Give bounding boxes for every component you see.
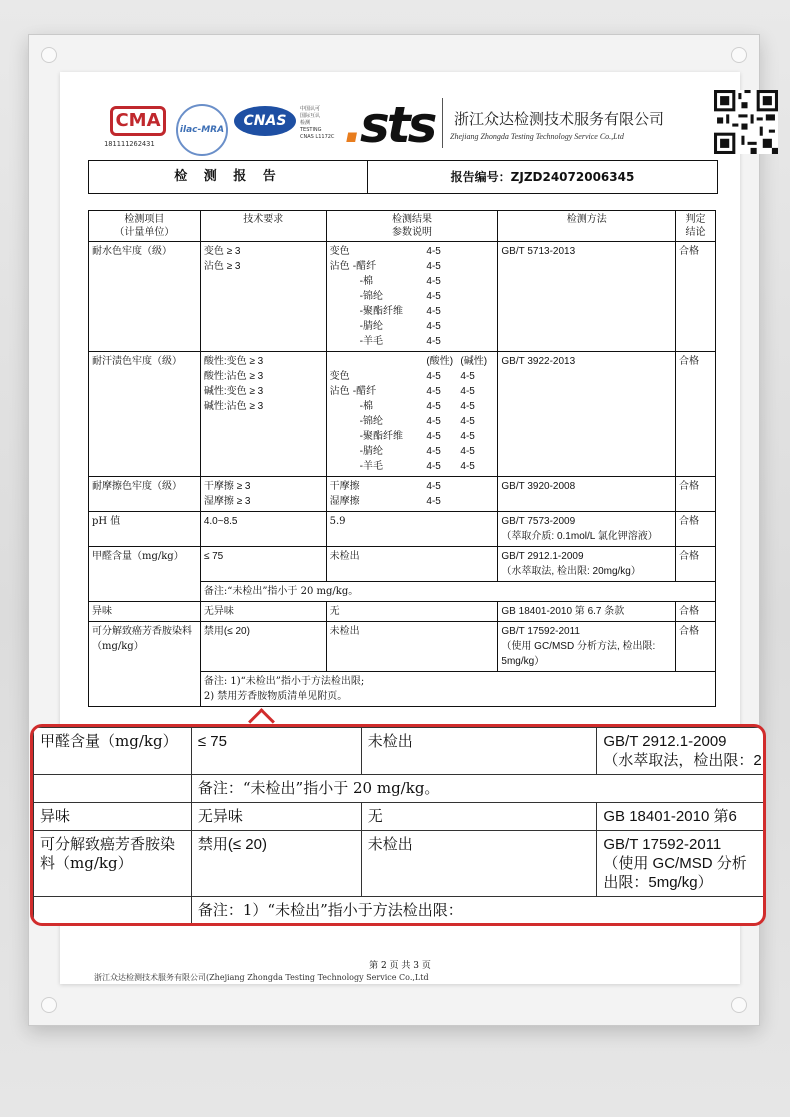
result-cell: 4-5 (460, 431, 475, 442)
result-cell (460, 549, 494, 564)
company-name-cn: 浙江众达检测技术服务有限公司 (454, 110, 665, 128)
test-item: 异味 (89, 602, 201, 622)
result-cell: 4-5 (460, 386, 475, 397)
result-cell: -羊毛 (359, 461, 383, 472)
result-cell (426, 549, 460, 564)
result-cell: 4-5 (426, 401, 441, 412)
result-cell (460, 244, 494, 259)
result-cell: 4-5 (426, 291, 441, 302)
result-cell: (碱性) (460, 356, 488, 367)
test-item: 可分解致癌芳香胺染料（mg/kg） (89, 622, 201, 707)
result-cell: 4-5 (426, 481, 441, 492)
report-title-bar (88, 160, 718, 194)
zoom-callout (30, 724, 766, 926)
result-cell (426, 624, 460, 639)
result-cell (460, 479, 494, 494)
method: GB/T 5713-2013 (498, 242, 676, 352)
page-number: 第 2 页 共 3 页 (369, 961, 431, 971)
table-row (34, 831, 767, 897)
test-item: 耐摩擦色牢度（级） (89, 477, 201, 512)
method: GB 18401-2010 第 6.7 条款 (498, 602, 676, 622)
result-cell: 4-5 (426, 371, 441, 382)
result-cell (460, 259, 494, 274)
result-cell: -棉 (359, 276, 373, 287)
result-cell: 4-5 (426, 496, 441, 507)
result-cell (460, 334, 494, 349)
table-row (89, 242, 716, 352)
qr-code-icon (714, 90, 778, 154)
result-cell: 4-5 (426, 276, 441, 287)
ilac-mra-logo: ilac-MRA (176, 104, 228, 156)
zoom-note: 备注：1）“未检出”指小于方法检出限： (191, 897, 766, 925)
logo-row (104, 90, 734, 160)
result-cell: (酸性) (426, 356, 454, 367)
zoom-item-formaldehyde: 甲醛含量（mg/kg） (34, 728, 192, 775)
zoom-result: 无 (361, 803, 597, 831)
result-cell: 4-5 (460, 401, 475, 412)
col-header-item: 检测项目 （计量单位） (89, 211, 201, 242)
result-cell: -羊毛 (359, 336, 383, 347)
zoom-requirement: 无异味 (191, 803, 361, 831)
table-row (34, 728, 767, 775)
requirement: 酸性:变色 ≥ 3 酸性:沾色 ≥ 3 碱性:变色 ≥ 3 碱性:沾色 ≥ 3 (200, 352, 326, 477)
col-header-result: 检测结果 参数说明 (326, 211, 498, 242)
test-results-table (88, 210, 716, 707)
result (326, 622, 498, 672)
test-item: 耐汗渍色牢度（级） (89, 352, 201, 477)
method: GB/T 17592-2011 （使用 GC/MSD 分析方法, 检出限: 5mg/kg） (498, 622, 676, 672)
result-cell: 沾色 -醋纤 (329, 261, 377, 272)
cnas-caption: 中国认可 国际互认 检测 TESTING CNAS L1172C (300, 106, 335, 140)
result (326, 477, 498, 512)
table-row (89, 602, 716, 622)
result-cell (460, 289, 494, 304)
result-cell: 4-5 (426, 261, 441, 272)
verdict: 合格 (676, 512, 716, 547)
result-cell: -锦纶 (359, 291, 383, 302)
sts-logo: .sts (344, 96, 435, 154)
zoom-result: 未检出 (361, 728, 597, 775)
result-cell: -棉 (359, 401, 373, 412)
frame-pin-icon (731, 47, 747, 63)
result-cell: 4-5 (426, 246, 441, 257)
requirement: 4.0~8.5 (200, 512, 326, 547)
zoom-result: 未检出 (361, 831, 597, 897)
result-cell (426, 514, 460, 529)
result-cell: 4-5 (426, 321, 441, 332)
result-cell: 5.9 (329, 516, 346, 527)
col-header-verdict: 判定 结论 (676, 211, 716, 242)
result-cell: 4-5 (460, 446, 475, 457)
zoom-note: 备注：“未检出”指小于 20 mg/kg。 (191, 775, 766, 803)
frame-pin-icon (731, 997, 747, 1013)
result (326, 242, 498, 352)
zoom-requirement: ≤ 75 (191, 728, 361, 775)
col-header-method: 检测方法 (498, 211, 676, 242)
result-cell: 4-5 (426, 306, 441, 317)
result-cell: 无 (329, 606, 340, 617)
result-cell (460, 274, 494, 289)
requirement: 干摩擦 ≥ 3 湿摩擦 ≥ 3 (200, 477, 326, 512)
cma-number: 181111262431 (104, 140, 155, 148)
requirement: ≤ 75 (200, 547, 326, 582)
result-cell: 湿摩擦 (329, 496, 360, 507)
report-number: 报告编号：ZJZD24072006345 (450, 170, 635, 184)
requirement: 变色 ≥ 3 沾色 ≥ 3 (200, 242, 326, 352)
result-cell: 4-5 (426, 386, 441, 397)
result-cell: 4-5 (460, 416, 475, 427)
result-cell: -腈纶 (359, 321, 383, 332)
zoom-item-amine-dyes: 可分解致癌芳香胺染料（mg/kg） (34, 831, 192, 897)
table-row (34, 775, 767, 803)
result-cell: 4-5 (460, 461, 475, 472)
cma-logo: CMA 181111262431 (104, 106, 174, 148)
table-row (89, 477, 716, 512)
frame-pin-icon (41, 997, 57, 1013)
result-cell: -腈纶 (359, 446, 383, 457)
logo-divider (442, 98, 443, 148)
result-cell: 干摩擦 (329, 481, 360, 492)
verdict: 合格 (676, 242, 716, 352)
result (326, 602, 498, 622)
result-cell: 未检出 (329, 551, 360, 562)
col-header-requirement: 技术要求 (200, 211, 326, 242)
table-row (89, 512, 716, 547)
requirement: 无异味 (200, 602, 326, 622)
table-row (34, 897, 767, 925)
method: GB/T 2912.1-2009 （水萃取法, 检出限: 20mg/kg） (498, 547, 676, 582)
method: GB/T 3920-2008 (498, 477, 676, 512)
result-cell: -锦纶 (359, 416, 383, 427)
zoom-item-odor: 异味 (34, 803, 192, 831)
zoom-method: GB 18401-2010 第6 (597, 803, 766, 831)
table-row (89, 547, 716, 582)
zoom-method: GB/T 2912.1-2009 （水萃取法，检出限：2 (597, 728, 766, 775)
result-cell: 4-5 (426, 461, 441, 472)
company-name-en: Zhejiang Zhongda Testing Technology Service Co.,Ltd (450, 132, 624, 141)
table-header-row (89, 211, 716, 242)
zoom-table (33, 727, 766, 925)
test-item: 甲醛含量（mg/kg） (89, 547, 201, 602)
cnas-logo: CNAS 中国认可 国际互认 检测 TESTING CNAS L1172C (234, 106, 296, 136)
result-cell: -聚酯纤维 (359, 431, 403, 442)
verdict: 合格 (676, 352, 716, 477)
result-cell: 沾色 -醋纤 (329, 386, 377, 397)
zoom-method: GB/T 17592-2011 （使用 GC/MSD 分析 出限：5mg/kg） (597, 831, 766, 897)
table-row (34, 803, 767, 831)
result-cell (330, 354, 427, 369)
result-cell: 变色 (329, 246, 350, 257)
note: 备注:“未检出”指小于 20 mg/kg。 (200, 582, 715, 602)
report-title: 检 测 报 告 (89, 161, 368, 193)
result-cell (460, 514, 494, 529)
result-cell: 4-5 (426, 446, 441, 457)
result-cell (426, 604, 460, 619)
requirement: 禁用(≤ 20) (200, 622, 326, 672)
verdict: 合格 (676, 547, 716, 582)
result-cell: 4-5 (426, 336, 441, 347)
result-cell (460, 494, 494, 509)
result-cell: -聚酯纤维 (359, 306, 403, 317)
result-cell (460, 624, 494, 639)
result-cell (460, 319, 494, 334)
footer-company: 浙江众达检测技术服务有限公司(Zhejiang Zhongda Testing Technology Service Co.,Ltd (94, 973, 429, 982)
method: GB/T 3922-2013 (498, 352, 676, 477)
result-cell (460, 604, 494, 619)
result-cell: 4-5 (426, 416, 441, 427)
method: GB/T 7573-2009 （萃取介质: 0.1mol/L 氯化钾溶液） (498, 512, 676, 547)
result-cell: 未检出 (329, 626, 360, 637)
note: 备注: 1)“未检出”指小于方法检出限; 2) 禁用芳香胺物质清单见附页。 (200, 672, 715, 707)
frame-pin-icon (41, 47, 57, 63)
table-row (89, 622, 716, 672)
test-item: pH 值 (89, 512, 201, 547)
test-item: 耐水色牢度（级） (89, 242, 201, 352)
verdict: 合格 (676, 477, 716, 512)
verdict: 合格 (676, 602, 716, 622)
result (326, 512, 498, 547)
result-cell: 4-5 (426, 431, 441, 442)
verdict: 合格 (676, 622, 716, 672)
zoom-requirement: 禁用(≤ 20) (191, 831, 361, 897)
result-cell: 4-5 (460, 371, 475, 382)
result-cell: 变色 (329, 371, 350, 382)
result-cell (460, 304, 494, 319)
result (326, 547, 498, 582)
result (326, 352, 498, 477)
table-row (89, 352, 716, 477)
